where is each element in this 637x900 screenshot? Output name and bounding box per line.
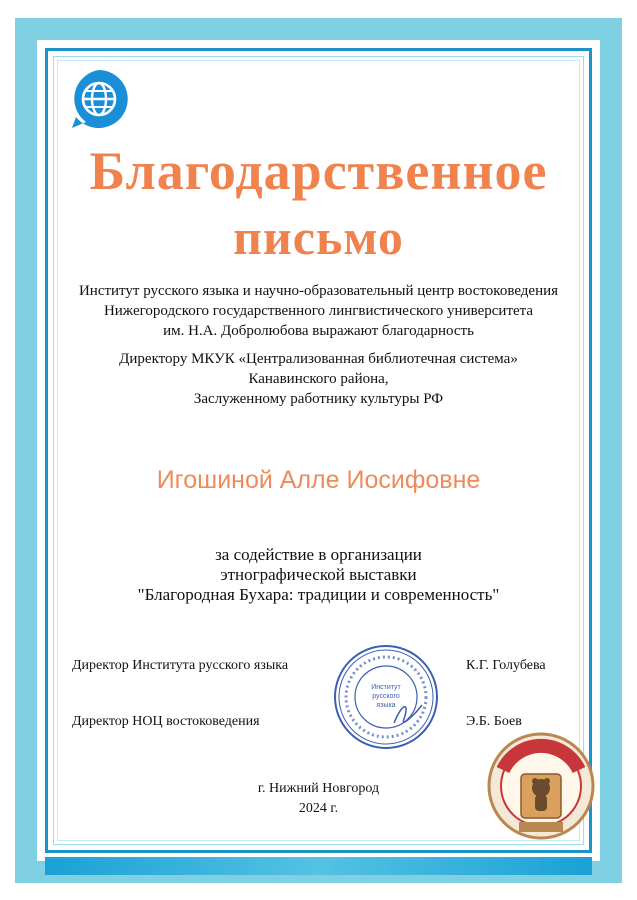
reason-line: "Благородная Бухара: традиции и современность" [137, 585, 500, 604]
svg-text:русского: русского [372, 693, 400, 700]
bottom-decor-bar [45, 857, 592, 875]
svg-text:языка: языка [376, 702, 396, 709]
round-seal [332, 643, 440, 751]
reason-line: этнографической выставки [220, 565, 417, 584]
bear-emblem [485, 730, 597, 842]
signature-name-2: Э.Б. Боев [466, 714, 522, 729]
globe-icon [68, 68, 130, 130]
institution-block [0, 281, 637, 341]
city-text: г. Нижний Новгород [257, 781, 380, 796]
institution-line: Нижегородского государственного лингвистического университета [103, 303, 534, 319]
signature-role-2: Директор НОЦ востоковедения [72, 714, 260, 729]
position-line: Канавинского района, [248, 371, 389, 387]
reason-block [0, 545, 637, 605]
institution-line: им. Н.А. Добролюбова выражают благодарность [163, 323, 474, 339]
year-text: 2024 г. [298, 801, 339, 816]
reason-line: за содействие в организации [215, 545, 422, 564]
signature-role-1: Директор Института русского языка [72, 658, 289, 673]
certificate-title-line2: письмо [233, 209, 404, 265]
svg-text:Институт: Институт [371, 684, 401, 691]
position-line: Директору МКУК «Централизованная библиотечная система» [119, 351, 518, 367]
position-line: Заслуженному работнику культуры РФ [193, 391, 444, 407]
institution-line: Институт русского языка и научно-образовательный центр востоковедения [78, 283, 559, 299]
certificate-title-line1: Благодарственное [89, 141, 548, 201]
recipient-position-block [0, 349, 637, 409]
recipient-name: Игошиной Алле Иосифовне [156, 466, 481, 494]
signature-name-1: К.Г. Голубева [466, 658, 546, 673]
